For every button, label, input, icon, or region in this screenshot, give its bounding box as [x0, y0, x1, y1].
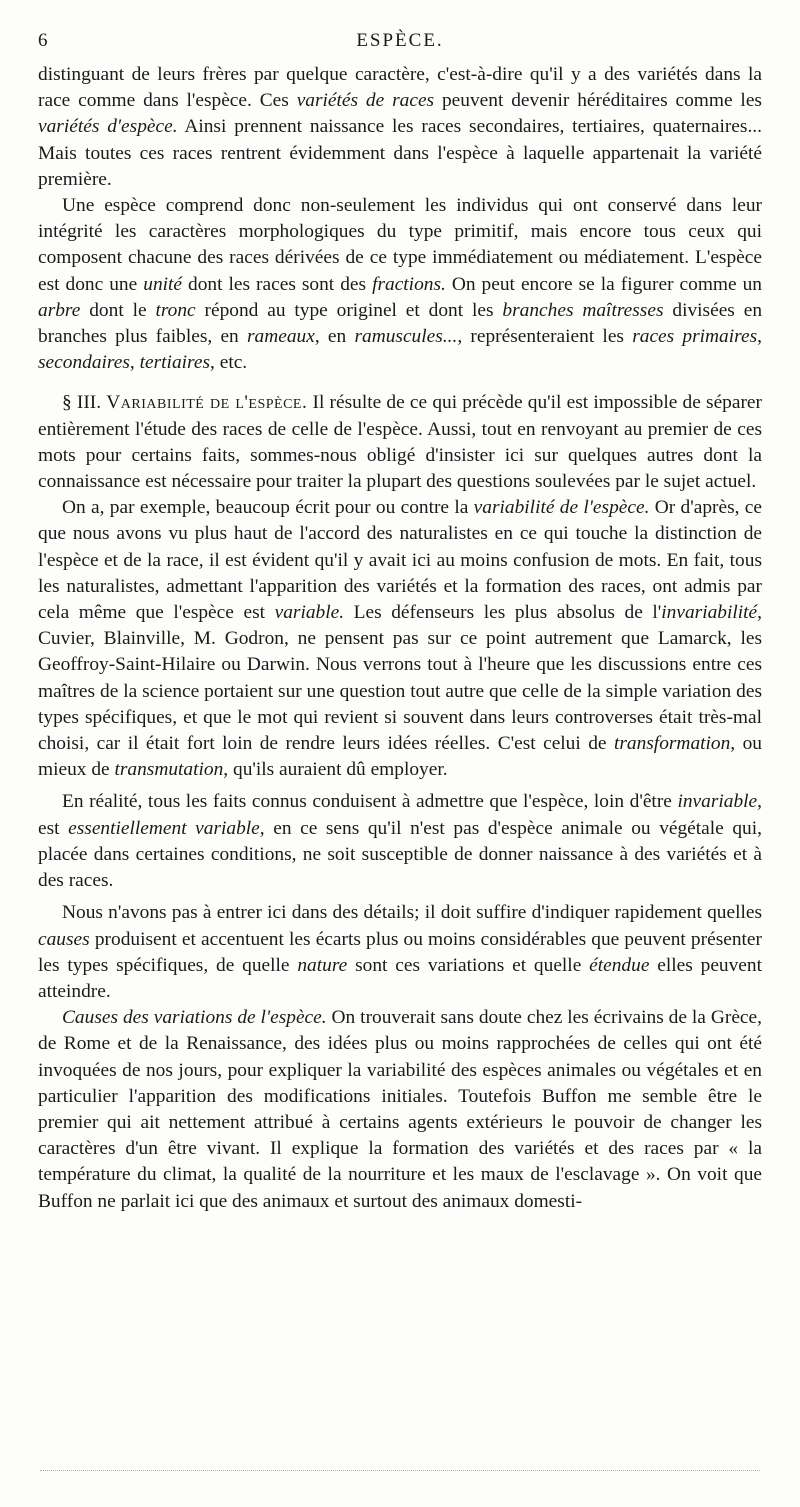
text-run: dont les races sont des — [182, 273, 373, 295]
italic-run: essentiellement variable — [68, 817, 260, 839]
paragraph-realite — [38, 789, 762, 894]
text-run: , en ce sens qu'il n'est pas d'espèce animale ou végétale qui, placée dans certaines conditions, ne soit susceptible de donner naissance à des variétés et à des races. — [38, 817, 762, 892]
page-body — [38, 62, 762, 1215]
text-run: Or d'après, ce que nous avons vu plus haut de l'accord des naturalistes en ce qui touche la distinction de l'espèce et de la race, il est évident qu'il y avait ici au moins confusion de mots. En fait, tous les naturalistes, admettant l'apparition des variétés et la formation des races, ont admis par cela même que l'espèce est — [38, 497, 762, 624]
text-run: produisent et accentuent les écarts plus ou moins considérables que peuvent présenter les types spécifiques, de quelle — [38, 928, 762, 976]
text-run: Les défenseurs les plus absolus de l' — [344, 602, 662, 624]
italic-run: Causes des variations de l'espèce. — [62, 1007, 327, 1029]
small-caps-heading: Variabilité de l'espèce. — [106, 392, 308, 414]
text-run: , qu'ils auraient dû employer. — [223, 759, 448, 781]
text-run: § III. — [62, 392, 107, 414]
running-head — [38, 30, 762, 56]
italic-run: causes — [38, 928, 90, 950]
italic-run: fractions. — [372, 273, 446, 295]
text-run: distinguant de leurs frères par quelque caractère, c'est-à-dire qu'il y a des variétés dans la race comme dans l'espèce. Ces — [38, 64, 762, 112]
italic-run: transformation, — [613, 733, 736, 755]
paragraph-causes-variations — [38, 1005, 762, 1215]
text-run: On peut encore se la figurer comme un — [445, 273, 762, 295]
italic-run: tronc — [155, 299, 196, 321]
text-run: En réalité, tous les faits connus conduisent à admettre que l'espèce, loin d'être — [62, 791, 678, 813]
text-run: , etc. — [210, 352, 248, 374]
running-title: ESPÈCE. — [356, 30, 444, 51]
section-heading-paragraph — [38, 390, 762, 495]
text-run: Ainsi prennent naissance les races secondaires, tertiaires, quaternaires... Mais toutes ces races rentrent évidemment dans l'espèce à laquelle appartenait la variété première. — [38, 116, 762, 190]
text-run: divisées en branches plus faibles, en — [38, 299, 763, 348]
text-run: On trouverait sans doute chez les écrivains de la Grèce, de Rome et de la Renaissance, des idées plus ou moins rapprochées de celles qui ont été invoquées de nos jours, pour expliquer la variabilité des espèces animales ou végétales et en particulier l'apparition des modifications initiales. Toutefois Buffon me semble être le premier qui ait nettement attribué à certains agents extérieurs le pouvoir de changer les caractères d'un être vivant. Il explique la formation des variétés et des races par « la température du climat, la qualité de la nourriture et les maux de l'esclavage ». On voit que Buffon ne parlait ici que des animaux et surtout des animaux domesti- — [38, 1007, 762, 1212]
text-run: dont le — [80, 299, 156, 321]
text-run: On a, par exemple, beaucoup écrit pour ou contre la — [62, 497, 474, 519]
text-run: , en — [314, 326, 355, 348]
italic-run: races primaires — [632, 326, 758, 348]
italic-run: invariabilité — [661, 602, 758, 624]
italic-run: secondaires — [38, 352, 130, 374]
text-run: , — [757, 326, 762, 348]
italic-run: variabilité de l'espèce. — [473, 497, 650, 519]
text-run: répond au type originel et dont les — [195, 299, 503, 321]
italic-run: tertiaires — [139, 352, 211, 374]
page-number: 6 — [38, 30, 50, 51]
paragraph-continued — [38, 62, 762, 193]
text-run: Nous n'avons pas à entrer ici dans des détails; il doit suffire d'indiquer rapidement quelles — [62, 902, 762, 924]
italic-run: arbre — [38, 299, 81, 321]
italic-run: ramuscules... — [354, 326, 458, 348]
text-run: , représenteraient les — [457, 326, 633, 348]
text-run: , est — [38, 791, 762, 839]
italic-run: unité — [143, 273, 183, 295]
italic-run: nature — [297, 954, 348, 976]
italic-run: variétés de races — [296, 90, 435, 112]
text-run: elles peuvent atteindre. — [38, 954, 763, 1002]
paragraph-causes-intro — [38, 900, 762, 1005]
paragraph-variabilite — [38, 495, 762, 783]
italic-run: rameaux — [246, 326, 315, 348]
text-run: ou mieux de — [38, 733, 762, 781]
italic-run: étendue — [589, 954, 650, 976]
text-run: Il résulte de ce qui précède qu'il est impossible de séparer entièrement l'étude des races de celle de l'espèce. Aussi, tout en renvoyant au premier de ces mots pour certains faits, sommes-nous obligé d'insister ici sur quelques autres dont la connaissance est nécessaire pour traiter la plupart des questions soulevées par le sujet actuel. — [38, 392, 762, 493]
italic-run: transmutation — [114, 759, 224, 781]
italic-run: variable. — [274, 602, 345, 624]
italic-run: variétés d'espèce. — [38, 116, 178, 138]
text-run: sont ces variations et quelle — [347, 954, 590, 976]
footer-rule — [40, 1470, 760, 1471]
italic-run: invariable — [677, 791, 758, 813]
italic-run: branches maîtresses — [502, 299, 664, 321]
text-run: peuvent devenir héréditaires comme les — [434, 90, 762, 112]
text-run: Une espèce comprend donc non-seulement les individus qui ont conservé dans leur intégrité les caractères morphologiques du type primitif, mais encore tous ceux qui composent chacune des races dérivées de ce type immédiatement ou médiatement. L'espèce est donc une — [38, 195, 762, 295]
text-run: , Cuvier, Blainville, M. Godron, ne pensent pas sur ce point autrement que Lamarck, les Geoffroy-Saint-Hilaire ou Darwin. Nous verrons tout à l'heure que les discussions entre ces maîtres de la science portaient sur une question tout autre que celle de la simple variation des types spécifiques, et que le mot qui revient si souvent dans leurs controverses était très-mal choisi, car il était fort loin de rendre leurs idées réelles. C'est celui de — [38, 602, 762, 755]
paragraph-definition-espece — [38, 193, 762, 376]
text-run: , — [129, 352, 140, 374]
